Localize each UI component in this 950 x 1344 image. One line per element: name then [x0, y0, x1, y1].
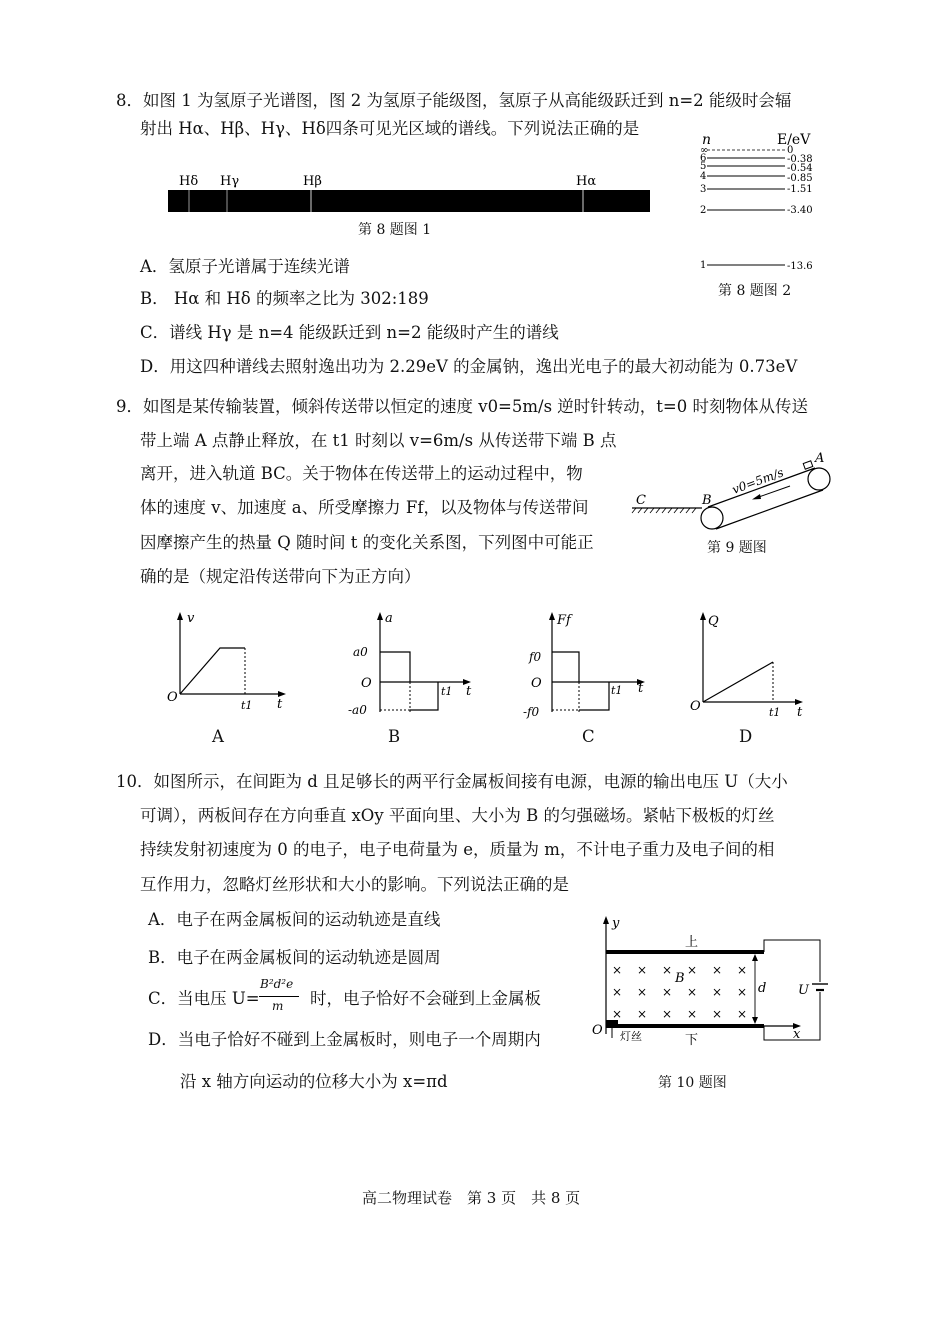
q9-graph-b	[345, 610, 475, 720]
q8-fig1-caption: 第 8 题图 1	[358, 222, 432, 238]
q8-option-c: C．谱线 Hγ 是 n=4 能级跃迁到 n=2 能级时产生的谱线	[140, 323, 559, 342]
svg-text:×: ×	[687, 963, 698, 977]
q8-option-d: D．用这四种谱线去照射逸出功为 2.29eV 的金属钠，逸出光电子的最大初动能为 0.73eV	[140, 357, 798, 376]
svg-text:×: ×	[612, 963, 623, 977]
q10-option-d-line2: 沿 x 轴方向运动的位移大小为 x=πd	[180, 1072, 448, 1091]
svg-text:×: ×	[637, 985, 648, 999]
q9-graph-b-label: B	[388, 727, 401, 746]
q9-stem-line3: 离开，进入轨道 BC。关于物体在传送带上的运动过程中，物	[140, 464, 583, 483]
axis-y-label: y	[612, 916, 620, 931]
q8-option-b: B． Hα 和 Hδ 的频率之比为 302:189	[140, 289, 429, 308]
q9-stem-line4: 体的速度 v、加速度 a、所受摩擦力 Ff，以及物体与传送带间	[140, 498, 589, 517]
block-object	[803, 461, 813, 469]
svg-text:×: ×	[712, 1007, 723, 1021]
voltage-u-label: U	[798, 983, 809, 998]
graph-d-y-label: Q	[708, 614, 719, 629]
graph-c-t-label: t	[638, 681, 644, 696]
circuit-wire-top	[764, 940, 820, 982]
graph-b-t-label: t	[466, 684, 472, 699]
q8-fig2-caption: 第 8 题图 2	[718, 283, 792, 299]
graph-a-origin: O	[167, 690, 178, 705]
q10-stem-line2: 可调），两板间存在方向垂直 xOy 平面向里、大小为 B 的匀强磁场。紧帖下极板的灯丝	[140, 806, 775, 825]
q10-plates-figure	[592, 912, 832, 1052]
q9-stem-line5: 因摩擦产生的热量 Q 随时间 t 的变化关系图，下列图中可能正	[140, 533, 594, 552]
belt-bottom	[716, 490, 823, 529]
svg-text:×: ×	[712, 985, 723, 999]
q10-stem-line3: 持续发射初速度为 0 的电子，电子电荷量为 e，质量为 m，不计电子重力及电子间的相	[140, 840, 775, 859]
axis-x-label: x	[793, 1027, 801, 1042]
q9-graph-a-label: A	[212, 727, 224, 746]
velocity-curve	[180, 648, 245, 694]
q8-option-a: A．氢原子光谱属于连续光谱	[140, 257, 350, 276]
q10-option-b: B．电子在两金属板间的运动轨迹是圆周	[148, 948, 441, 967]
level-e-5: -0.54	[787, 163, 813, 174]
lower-roller	[701, 507, 723, 529]
level-n-3: 3	[700, 184, 707, 195]
graph-d-t-label: t	[797, 705, 803, 720]
q9-conveyor-figure	[630, 448, 845, 538]
q10-fig-caption: 第 10 题图	[658, 1075, 727, 1091]
svg-text:×: ×	[712, 963, 723, 977]
graph-c-y-label: Ff	[557, 613, 571, 628]
level-n-1: 1	[700, 260, 707, 271]
q10-stem-line1: 10．如图所示，在间距为 d 且足够长的两平行金属板间接有电源，电源的输出电压 U（大小	[116, 772, 788, 791]
svg-text:×: ×	[612, 1007, 623, 1021]
graph-b-a0: a0	[353, 645, 368, 659]
q9-fig-caption: 第 9 题图	[707, 540, 767, 556]
label-point-a: A	[815, 451, 825, 466]
svg-text:×: ×	[637, 1007, 648, 1021]
q9-graph-d	[688, 610, 818, 720]
svg-text:×: ×	[687, 985, 698, 999]
circuit-wire-bottom	[764, 992, 820, 1040]
graph-a-y-label: v	[187, 611, 195, 626]
svg-text:×: ×	[612, 985, 623, 999]
svg-text:×: ×	[737, 963, 748, 977]
level-e-4: -0.85	[787, 173, 813, 184]
q10-stem-line4: 互作用力，忽略灯丝形状和大小的影响。下列说法正确的是	[140, 875, 569, 894]
q9-graph-d-label: D	[739, 727, 753, 746]
label-point-c: C	[636, 493, 646, 508]
level-n-4: 4	[700, 171, 707, 182]
graph-b-neg-a0: -a0	[348, 703, 367, 717]
level-n-6: 6	[700, 153, 707, 164]
label-halpha: Hα	[576, 174, 597, 189]
level-n-2: 2	[700, 205, 707, 216]
svg-text:×: ×	[662, 985, 673, 999]
graph-b-t1: t1	[441, 685, 453, 698]
level-e-1: -13.6	[787, 261, 813, 272]
graph-b-y-label: a	[385, 611, 393, 626]
belt-speed-label: v0=5m/s	[730, 465, 786, 497]
q10-option-d-line1: D．当电子恰好不碰到上金属板时，则电子一个周期内	[148, 1030, 541, 1049]
filament	[606, 1020, 618, 1027]
q10-fraction-bar	[259, 996, 299, 997]
q9-stem-line2: 带上端 A 点静止释放，在 t1 时刻以 v=6m/s 从传送带下端 B 点	[140, 431, 617, 450]
graph-d-t1: t1	[769, 706, 781, 719]
upper-label: 上	[685, 935, 699, 950]
q10-option-c-numerator: B²d²e	[260, 977, 294, 991]
level-header-n: n	[702, 132, 712, 148]
q10-option-a: A．电子在两金属板间的运动轨迹是直线	[148, 910, 441, 929]
q8-stem-line2: 射出 Hα、Hβ、Hγ、Hδ四条可见光区域的谱线。下列说法正确的是	[140, 119, 640, 138]
q9-graph-c	[517, 610, 652, 720]
level-e-2: -3.40	[787, 205, 813, 216]
graph-a-t-label: t	[277, 697, 283, 712]
svg-text:×: ×	[687, 1007, 698, 1021]
svg-text:×: ×	[737, 985, 748, 999]
graph-c-origin: O	[531, 676, 542, 691]
upper-roller	[808, 468, 830, 490]
svg-text:×: ×	[637, 963, 648, 977]
q9-graph-c-label: C	[582, 727, 595, 746]
level-n-5: 5	[700, 161, 707, 172]
label-hgamma: Hγ	[220, 174, 240, 189]
origin-label: O	[592, 1023, 603, 1038]
level-e-6: -0.38	[787, 154, 813, 165]
gap-d-label: d	[758, 981, 767, 996]
graph-b-origin: O	[361, 676, 372, 691]
level-e-3: -1.51	[787, 184, 813, 195]
graph-c-t1: t1	[611, 684, 623, 697]
page-footer: 高二物理试卷 第 3 页 共 8 页	[362, 1189, 581, 1207]
level-header-e: E/eV	[777, 132, 811, 148]
label-point-b: B	[702, 493, 712, 508]
q9-graph-a	[165, 610, 295, 715]
svg-text:×: ×	[737, 1007, 748, 1021]
label-hdelta: Hδ	[179, 174, 199, 189]
q9-stem-line1: 9．如图是某传输装置，倾斜传送带以恒定的速度 v0=5m/s 逆时针转动，t=0 时刻物体从传送	[116, 397, 809, 416]
lower-label: 下	[685, 1033, 699, 1048]
q8-energy-level-figure	[695, 128, 825, 278]
graph-c-neg-f0: -f0	[523, 705, 540, 719]
graph-c-f0: f0	[529, 650, 542, 664]
q10-option-c-post: 时，电子恰好不会碰到上金属板	[310, 989, 541, 1008]
level-e-inf: 0	[787, 145, 794, 156]
q8-stem-line1: 8．如图 1 为氢原子光谱图，图 2 为氢原子能级图，氢原子从高能级跃迁到 n=2 能级时会辐	[116, 91, 792, 110]
spectrum-bar	[168, 190, 650, 212]
q8-spectrum-figure	[165, 168, 655, 218]
graph-a-t1: t1	[241, 699, 253, 712]
q9-stem-line6: 确的是（规定沿传送带向下为正方向）	[140, 567, 421, 586]
q10-option-c-denominator: m	[272, 999, 284, 1013]
label-hbeta: Hβ	[303, 174, 322, 189]
svg-text:×: ×	[662, 963, 673, 977]
q10-option-c-pre: C．当电压 U=	[148, 989, 260, 1008]
svg-text:×: ×	[662, 1007, 673, 1021]
field-b-label: B	[675, 971, 685, 986]
filament-label: 灯丝	[620, 1030, 642, 1043]
graph-d-origin: O	[690, 699, 701, 714]
level-n-inf: ∞	[700, 145, 709, 156]
